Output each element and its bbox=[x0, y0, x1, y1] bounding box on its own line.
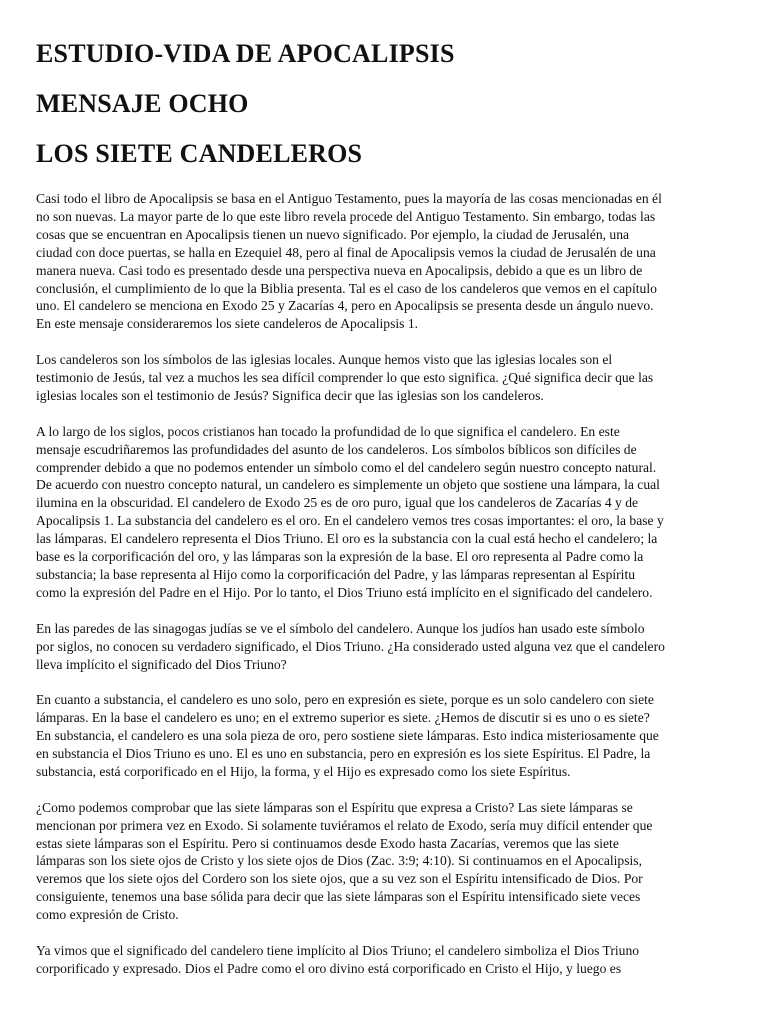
paragraph-line: testimonio de Jesús, tal vez a muchos les sea difícil comprender lo que esto significa. ¿Qué significa decir que las bbox=[36, 370, 654, 386]
paragraph-line: conclusión, el cumplimiento de lo que la Biblia presenta. Tal es el caso de los candeleros que vemos en el capítulo bbox=[36, 280, 657, 296]
paragraph-line: ciudad con doce puertas, se halla en Ezequiel 48, pero al final de Apocalipsis vemos la ciudad de Jerusalén de una bbox=[36, 244, 656, 260]
paragraph-line: Casi todo el libro de Apocalipsis se basa en el Antiguo Testamento, pues la mayoría de las cosas mencionadas en él bbox=[36, 191, 662, 206]
paragraph-line: comprender debido a que no podemos entender un símbolo como el del candelero según nuestro concepto natural. bbox=[36, 459, 657, 475]
paragraph bbox=[36, 691, 762, 781]
document-page bbox=[36, 38, 762, 996]
paragraph-line: En substancia, el candelero es una sola pieza de oro, pero sostiene siete lámparas. Esto indica misteriosamente que bbox=[36, 728, 659, 744]
paragraph-line: De acuerdo con nuestro concepto natural, un candelero es simplemente un objeto que sostiene una lámpara, la cual bbox=[36, 477, 660, 493]
paragraph-line: lleva implícito el significado del Dios Triuno? bbox=[36, 656, 287, 672]
paragraph-line: mencionan por primera vez en Exodo. Si solamente tuviéramos el relato de Exodo, sería muy difícil entender que bbox=[36, 817, 653, 833]
paragraph-line: A lo largo de los siglos, pocos cristianos han tocado la profundidad de lo que significa el candelero. En este bbox=[36, 423, 620, 439]
paragraph-line: En las paredes de las sinagogas judías se ve el símbolo del candelero. Aunque los judíos han usado este símbolo bbox=[36, 620, 645, 636]
paragraph-line: como la expresión del Padre en el Hijo. Por lo tanto, el Dios Triuno está implícito en el significado del candelero. bbox=[36, 584, 653, 600]
paragraph-line: uno. El candelero se menciona en Exodo 25 y Zacarías 4, pero en Apocalipsis se presenta desde un ángulo nuevo. bbox=[36, 298, 654, 314]
paragraph-line: En cuanto a substancia, el candelero es uno solo, pero en expresión es siete, porque es un solo candelero con siete bbox=[36, 692, 654, 708]
paragraph bbox=[36, 351, 762, 405]
paragraph-line: veremos que los siete ojos del Cordero son los siete ojos, que a su vez son el Espíritu intensificado de Dios. Por bbox=[36, 871, 643, 887]
paragraph-line: lámparas son los siete ojos de Cristo y los siete ojos de Dios (Zac. 3:9; 4:10). Si continuamos en el Apocalipsis, bbox=[36, 853, 642, 869]
paragraph bbox=[36, 799, 762, 924]
paragraph bbox=[36, 942, 762, 978]
paragraph-line: cosas que se encuentran en Apocalipsis tienen un nuevo significado. Por ejemplo, la ciudad de Jerusalén, una bbox=[36, 226, 630, 242]
paragraph-line: estas siete lámparas son el Espíritu. Pero si continuamos desde Exodo hasta Zacarías, veremos que las siete bbox=[36, 835, 619, 851]
paragraph-line: mensaje escudriñaremos las profundidades del asunto de los candeleros. Los símbolos bíblicos son difíciles de bbox=[36, 441, 637, 457]
message-number-title: MENSAJE OCHO bbox=[36, 89, 249, 118]
paragraph bbox=[36, 190, 762, 333]
paragraph-line: Apocalipsis 1. La substancia del candelero es el oro. En el candelero vemos tres cosas importantes: el oro, la base y bbox=[36, 513, 664, 529]
paragraph-line: como expresión de Cristo. bbox=[36, 907, 179, 923]
paragraph bbox=[36, 423, 762, 602]
paragraph-line: ilumina en la obscuridad. El candelero de Exodo 25 es de oro puro, igual que los candeleros de Zacarías 4 y de bbox=[36, 495, 639, 511]
paragraph-line: corporificado y expresado. Dios el Padre como el oro divino está corporificado en Cristo el Hijo, y luego es bbox=[36, 960, 622, 976]
body-text bbox=[36, 190, 762, 978]
paragraph-line: base es la corporificación del oro, y las lámparas son la expresión de la base. El oro representa al Padre como la bbox=[36, 549, 644, 565]
paragraph-line: no son nuevas. La mayor parte de lo que este libro revela procede del Antiguo Testamento. Sin embargo, todas las bbox=[36, 208, 656, 224]
paragraph bbox=[36, 620, 762, 674]
paragraph-line: manera nueva. Casi todo es presentado desde una perspectiva nueva en Apocalipsis, debido a que es un libro de bbox=[36, 262, 643, 278]
paragraph-line: iglesias locales son el testimonio de Jesús? Significa decir que las iglesias son los candeleros. bbox=[36, 387, 544, 403]
paragraph-line: ¿Como podemos comprobar que las siete lámparas son el Espíritu que expresa a Cristo? Las siete lámparas se bbox=[36, 799, 633, 815]
paragraph-line: las lámparas. El candelero representa el Dios Triuno. El oro es la substancia con la cual está hecho el candelero; la bbox=[36, 531, 658, 547]
paragraph-line: Ya vimos que el significado del candelero tiene implícito al Dios Triuno; el candelero simboliza el Dios Triuno bbox=[36, 942, 640, 958]
paragraph-line: substancia, está corporificado en el Hijo, la forma, y el Hijo es expresado como los siete Espíritus. bbox=[36, 763, 571, 779]
message-title: LOS SIETE CANDELEROS bbox=[36, 139, 363, 168]
paragraph-line: por siglos, no conocen su verdadero significado, el Dios Triuno. ¿Ha considerado usted alguna vez que el candelero bbox=[36, 638, 665, 654]
paragraph-line: substancia; la base representa al Hijo como la corporificación del Padre, y las lámparas representan al Espíritu bbox=[36, 567, 636, 582]
paragraph-line: lámparas. En la base el candelero es uno; en el extremo superior es siete. ¿Hemos de discutir si es uno o es siete? bbox=[36, 710, 650, 726]
book-title: ESTUDIO-VIDA DE APOCALIPSIS bbox=[36, 39, 455, 68]
paragraph-line: consiguiente, tenemos una base sólida para decir que las siete lámparas son el Espíritu intensificado siete veces bbox=[36, 889, 641, 905]
paragraph-line: Los candeleros son los símbolos de las iglesias locales. Aunque hemos visto que las iglesias locales son el bbox=[36, 352, 613, 368]
paragraph-line: En este mensaje consideraremos los siete candeleros de Apocalipsis 1. bbox=[36, 316, 419, 332]
paragraph-line: en substancia el Dios Triuno es uno. El es uno en substancia, pero en expresión es los siete Espíritus. El Padre, la bbox=[36, 746, 651, 762]
